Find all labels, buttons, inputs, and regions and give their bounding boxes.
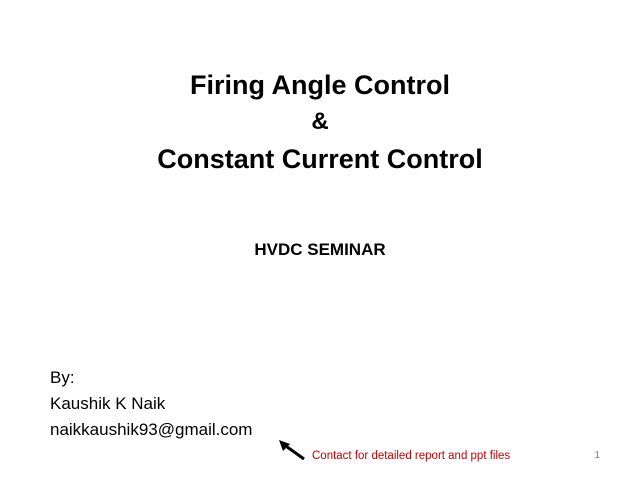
slide-title (0, 66, 640, 178)
title-line-1: Firing Angle Control (190, 70, 450, 100)
author-email: naikkaushik93@gmail.com (50, 420, 253, 439)
slide-subtitle: HVDC SEMINAR (254, 240, 386, 259)
page-number: 1 (594, 450, 600, 461)
title-line-2: & (311, 108, 329, 135)
author-name: Kaushik K Naik (50, 394, 166, 413)
author-label: By: (50, 368, 75, 387)
author-block (50, 365, 252, 443)
arrow-icon (277, 438, 307, 462)
title-line-3: Constant Current Control (157, 144, 483, 174)
contact-note: Contact for detailed report and ppt files (312, 450, 511, 462)
